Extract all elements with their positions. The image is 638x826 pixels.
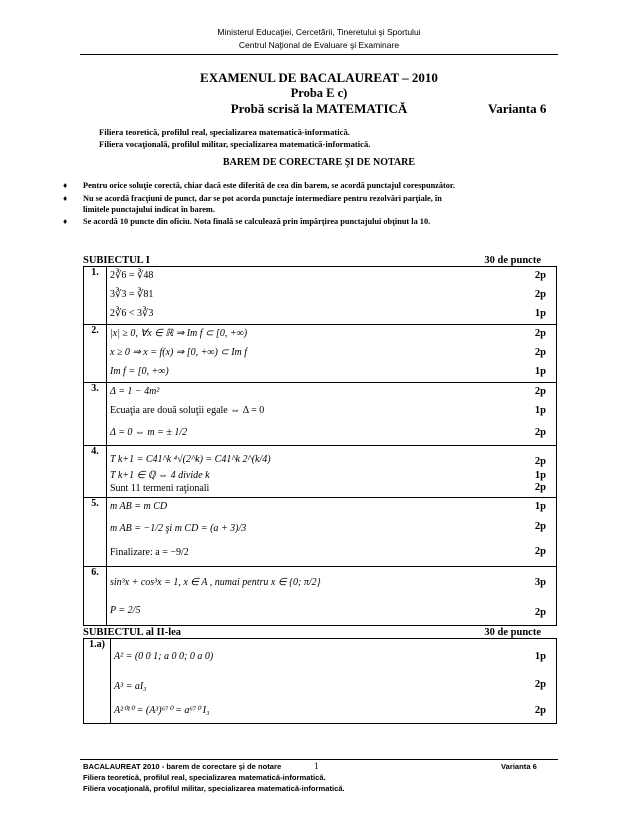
points: 2p — [534, 679, 546, 690]
section-1-label: SUBIECTUL I — [83, 255, 150, 266]
item-number: 5. — [84, 498, 107, 567]
solution-line: 2∛6 = ∛48 — [110, 270, 154, 281]
section-2-header — [83, 627, 557, 638]
footer-variant: Varianta 6 — [501, 762, 537, 771]
points: 1p — [534, 366, 546, 377]
profile-line-2: Filiera vocaţională, profilul militar, specializarea matematică-informatică. — [99, 139, 371, 149]
item-number: 6. — [84, 567, 107, 626]
item-content — [107, 325, 557, 383]
footer-rule — [80, 759, 558, 760]
rule-2: Nu se acordă fracţiuni de punct, dar se pot acorda punctaje intermediare pentru rezolvări parţiale, în — [83, 194, 442, 203]
table-row — [84, 498, 557, 567]
solution-line: m AB = m CD — [110, 501, 168, 512]
item-content — [107, 567, 557, 626]
points: 2p — [534, 270, 546, 281]
points: 1p — [534, 405, 546, 416]
solution-line: T k+1 = C41^k ⁴√(2^k) = C41^k 2^(k/4) — [110, 454, 271, 465]
points: 2p — [534, 386, 546, 397]
table-row — [84, 325, 557, 383]
exam-title: EXAMENUL DE BACALAUREAT – 2010 — [200, 70, 438, 85]
proba-title: Proba E c) — [290, 86, 348, 100]
points: 2p — [534, 347, 546, 358]
item-content — [111, 639, 557, 724]
header-rule — [80, 54, 558, 55]
points: 2p — [534, 289, 546, 300]
section-1-points: 30 de puncte — [484, 255, 541, 266]
bullet-icon: ♦ — [63, 194, 68, 203]
bullet-icon: ♦ — [63, 217, 68, 226]
ministry-header: Ministerul Educaţiei, Cercetării, Tineretului şi Sportului — [217, 27, 421, 37]
section-2-points: 30 de puncte — [484, 627, 541, 638]
variant-label: Varianta 6 — [488, 101, 547, 116]
solution-line: |x| ≥ 0, ∀x ∈ ℝ ⇒ Im f ⊂ [0, +∞) — [110, 328, 248, 339]
solution-line: T k+1 ∈ ℚ ⇔ 4 divide k — [110, 470, 210, 481]
table-row — [84, 567, 557, 626]
profile-line-1: Filiera teoretică, profilul real, specializarea matematică-informatică. — [99, 127, 350, 137]
item-number: 3. — [84, 383, 107, 446]
solution-line: Ecuaţia are două soluţii egale ⇔ Δ = 0 — [110, 405, 265, 416]
section-1-header — [83, 255, 557, 266]
solution-line: Δ = 1 − 4m² — [110, 386, 160, 397]
item-content — [107, 498, 557, 567]
solution-line: A³ = aI₃ — [114, 681, 147, 692]
points: 1p — [534, 501, 546, 512]
points: 2p — [534, 427, 546, 438]
section-1-table — [83, 266, 557, 626]
solution-line: A²⁰¹⁰ = (A³)⁶⁷⁰ = a⁶⁷⁰ I₃ — [114, 705, 210, 716]
points: 2p — [534, 607, 546, 618]
solution-line: m AB = −1/2 şi m CD = (a + 3)/3 — [110, 523, 247, 534]
item-number: 2. — [84, 325, 107, 383]
rule-2-cont: limitele punctajului indicat în barem. — [83, 205, 215, 214]
points: 2p — [534, 705, 546, 716]
item-number: 1.a) — [84, 639, 111, 724]
footer-left: BACALAUREAT 2010 - barem de corectare şi de notare — [83, 762, 282, 771]
section-2-label: SUBIECTUL al II-lea — [83, 627, 182, 638]
rule-3: Se acordă 10 puncte din oficiu. Nota finală se calculează prin împărţirea punctajului obţinut la 10. — [83, 217, 431, 226]
table-row — [84, 446, 557, 498]
item-number: 4. — [84, 446, 107, 498]
points: 2p — [534, 328, 546, 339]
solution-line: Finalizare: a = −9/2 — [110, 547, 189, 558]
points: 1p — [534, 308, 546, 319]
item-number: 1. — [84, 267, 107, 325]
solution-line: A² = (0 0 1; a 0 0; 0 a 0) — [114, 651, 214, 662]
solution-line: sin³x + cos³x = 1, x ∈ A , numai pentru x ∈ {0; π/2} — [110, 577, 321, 588]
solution-line: Sunt 11 termeni raţionali — [110, 483, 210, 494]
solution-line: x ≥ 0 ⇒ x = f(x) ⇒ [0, +∞) ⊂ Im f — [110, 347, 248, 358]
bullet-icon: ♦ — [63, 181, 68, 190]
rule-1: Pentru orice soluţie corectă, chiar dacă este diferită de cea din barem, se acordă punctajul corespunzător. — [83, 181, 455, 190]
barem-title: BAREM DE CORECTARE ŞI DE NOTARE — [222, 157, 416, 168]
page-number: 1 — [314, 761, 319, 771]
item-content — [107, 446, 557, 498]
section-2-table — [83, 638, 557, 724]
solution-line: P = 2/5 — [110, 605, 141, 616]
table-row — [84, 639, 557, 724]
solution-line: Im f = [0, +∞) — [110, 366, 169, 377]
points: 3p — [534, 577, 546, 588]
points: 2p — [534, 546, 546, 557]
solution-line: 3∛3 = ∛81 — [110, 289, 154, 300]
item-content — [107, 267, 557, 325]
item-content — [107, 383, 557, 446]
table-row — [84, 267, 557, 325]
points: 2p — [534, 482, 546, 493]
footer-line-3: Filiera vocaţională, profilul militar, specializarea matematică-informatică. — [83, 784, 345, 793]
points: 1p — [534, 651, 546, 662]
solution-line: 2∛6 < 3∛3 — [110, 308, 154, 319]
footer-line-2: Filiera teoretică, profilul real, specializarea matematică-informatică. — [83, 773, 326, 782]
center-header: Centrul Naţional de Evaluare şi Examinare — [238, 40, 400, 50]
subject-title: Probă scrisă la MATEMATICĂ — [230, 101, 408, 116]
points: 2p — [534, 456, 546, 467]
points: 1p — [534, 470, 546, 481]
points: 2p — [534, 521, 546, 532]
solution-line: Δ = 0 ⇔ m = ± 1/2 — [110, 427, 188, 438]
table-row — [84, 383, 557, 446]
